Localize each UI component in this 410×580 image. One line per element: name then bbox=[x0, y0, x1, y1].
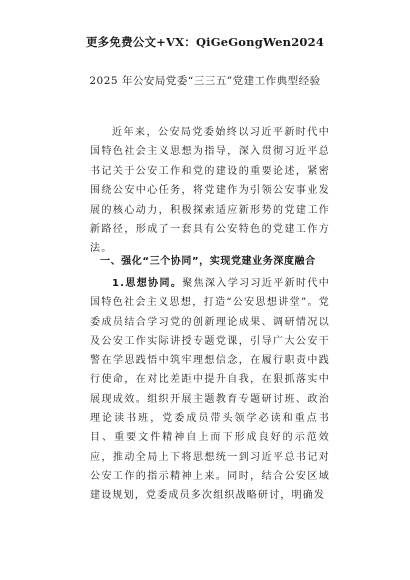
paragraph-lead: 1.思想协同。 bbox=[112, 278, 183, 289]
document-title: 2025 年公安局党委“三三五”党建工作典型经验 bbox=[89, 75, 321, 87]
body-paragraph bbox=[90, 274, 330, 506]
section-heading: 一、强化“三个协同”，实现党建业务深度融合 bbox=[100, 256, 316, 267]
promo-banner: 更多免费公文+VX：QiGeGongWen2024 bbox=[85, 35, 325, 49]
paragraph-text: 聚焦深入学习习近平新时代中国特色社会主义思想，打造“公安思想讲堂”。党委成员结合学习党的创新理论成果、调研情况以及公安工作实际讲授专题党课，引导广大公安干警在学思践悟中筑牢理想信念，在履行职责中践行使命，在对比差距中提升自我，在狠抓落实中展现成效。组织开展主题教育专题研讨班、政治理论读书班，党委成员带头领学必读和重点书目、重要文件精神自上而下形成良好的示范效应，推动全局上下将思想统一到习近平总书记对公安工作的指示精神上来。同时，结合公安区域建设规划，党委成员多次组织战略研讨，明确发 bbox=[90, 278, 330, 502]
intro-paragraph: 近年来，公安局党委始终以习近平新时代中国特色社会主义思想为指导，深入贯彻习近平总书记关于公安工作和党的建设的重要论述，紧密围绕公安中心任务，将党建作为引领公安事业发展的核心动力，积极探索适应新形势的党建工作新路径，形成了一套具有公安特色的党建工作方法。 bbox=[90, 127, 330, 255]
